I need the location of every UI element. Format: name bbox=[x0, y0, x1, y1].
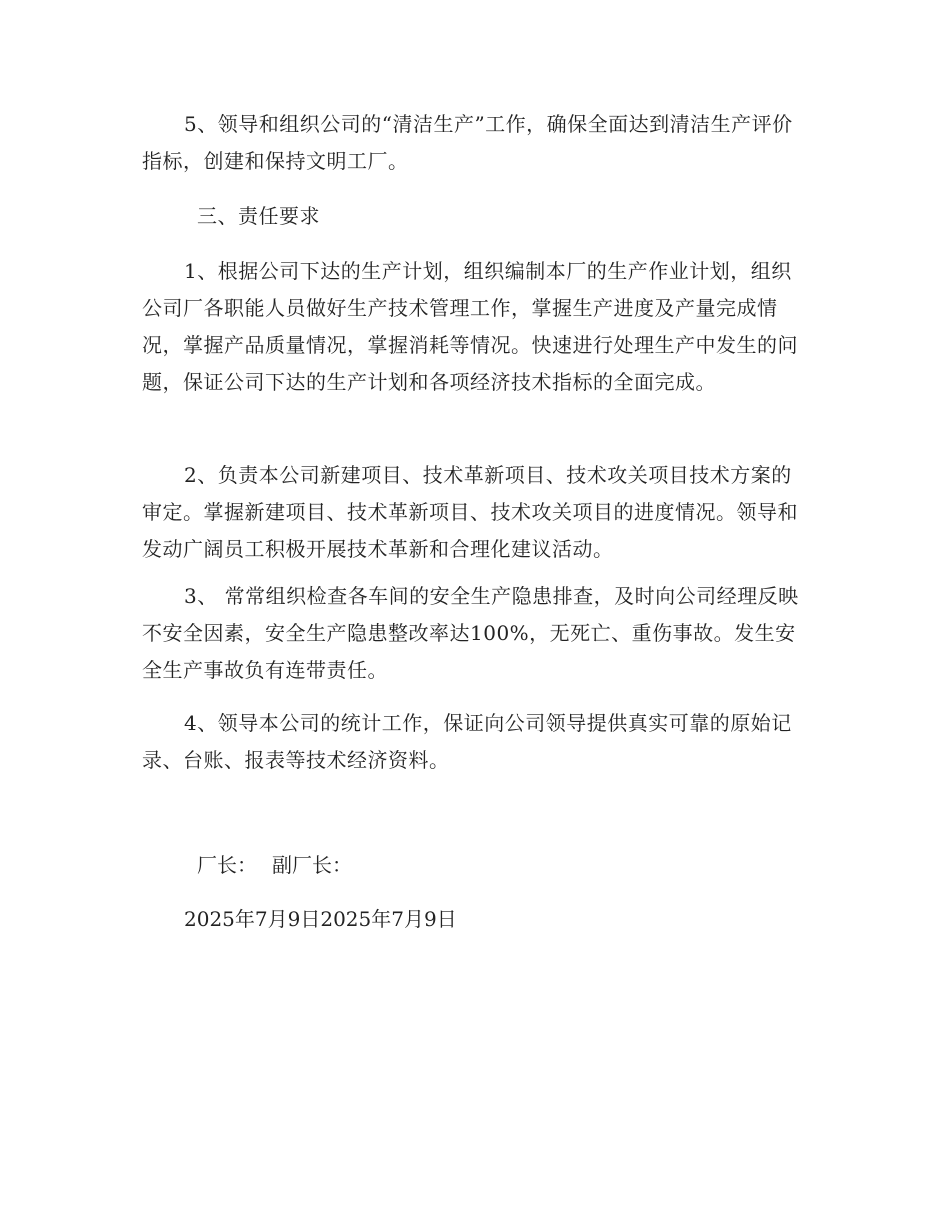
paragraph-item-5: 5、领导和组织公司的“清洁生产”工作，确保全面达到清洁生产评价指标，创建和保持文明工厂。 bbox=[142, 112, 793, 173]
signature-date-line: 2025年7月9日2025年7月9日 bbox=[184, 907, 457, 931]
section-heading-responsibility: 三、责任要求 bbox=[197, 204, 320, 228]
deputy-director-signature-label: 副厂长： bbox=[272, 853, 352, 877]
director-signature-label: 厂长： bbox=[197, 853, 257, 877]
paragraph-item-1: 1、根据公司下达的生产计划，组织编制本厂的生产作业计划，组织公司厂各职能人员做好生产技术管理工作，掌握生产进度及产量完成情况，掌握产品质量情况，掌握消耗等情况。快速进行处理生产中发生的问题，保证公司下达的生产计划和各项经济技术指标的全面完成。 bbox=[142, 259, 798, 394]
paragraph-item-4: 4、领导本公司的统计工作，保证向公司领导提供真实可靠的原始记录、台账、报表等技术经济资料。 bbox=[142, 711, 792, 772]
paragraph-item-2: 2、负责本公司新建项目、技术革新项目、技术攻关项目技术方案的审定。掌握新建项目、技术革新项目、技术攻关项目的进度情况。领导和发动广阔员工积极开展技术革新和合理化建议活动。 bbox=[142, 463, 798, 561]
paragraph-item-3: 3、 常常组织检查各车间的安全生产隐患排查，及时向公司经理反映不安全因素，安全生产隐患整改率达100%，无死亡、重伤事故。发生安全生产事故负有连带责任。 bbox=[142, 584, 799, 682]
